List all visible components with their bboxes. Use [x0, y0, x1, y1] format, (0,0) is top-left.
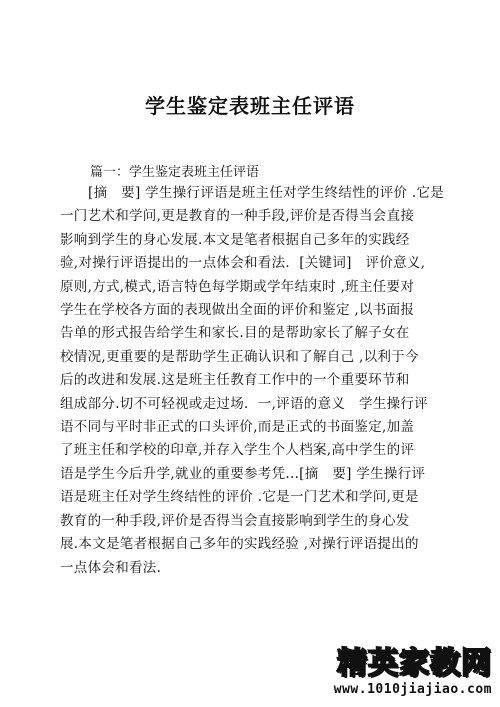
body-line: 影响到学生的身心发展.本文是笔者根据自己多年的实践经 [60, 231, 410, 248]
body-line: 组成部分.切不可轻视或走过场．一,评语的意义 学生操行评 [60, 395, 428, 412]
body-line: 语是学生今后升学,就业的重要参考凭...[摘 要] 学生操行评 [60, 465, 426, 482]
document-body [60, 182, 445, 580]
body-line: [摘 要] 学生操行评语是班主任对学生终结性的评价 .它是 [88, 185, 445, 201]
body-line: 后的改进和发展.这是班主任教育工作中的一个重要环节和 [60, 372, 410, 389]
body-line: 语不同与平时非正式的口头评价,而是正式的书面鉴定,加盖 [60, 419, 415, 436]
body-line: 了班主任和学校的印章,并存入学生个人档案,高中学生的评 [60, 442, 415, 459]
body-line: 一点体会和看法. [60, 559, 162, 576]
body-line: 告单的形式报告给学生和家长.目的是帮助家长了解子女在 [60, 325, 410, 342]
body-line: 原则,方式,模式,语言特色每学期或学年结束时 ,班主任要对 [60, 278, 415, 295]
body-line: 教育的一种手段,评价是否得当会直接影响到学生的身心发 [60, 512, 410, 529]
section-heading: 篇一：学生鉴定表班主任评语 [90, 165, 260, 180]
watermark-brand: 精英家教网 [337, 646, 492, 681]
body-line: 校情况,更重要的是帮助学生正确认识和了解自己 ,以利于今 [60, 348, 419, 365]
body-line: 展.本文是笔者根据自己多年的实践经验 ,对操行评语提出的 [60, 536, 419, 553]
body-line: 语是班主任对学生终结性的评价 .它是一门艺术和学问,更是 [60, 489, 419, 506]
document-title: 学生鉴定表班主任评语 [145, 94, 355, 118]
watermark-url: www.1010jiajiao.com [333, 682, 492, 697]
body-line: 一门艺术和学问,更是教育的一种手段,评价是否得当会直接 [60, 208, 415, 225]
body-line: 学生在学校各方面的表现做出全面的评价和鉴定 ,以书面报 [60, 302, 415, 319]
body-line: 验,对操行评语提出的一点体会和看法．[关键词] 评价意义, [60, 255, 426, 272]
watermark-logo [322, 646, 492, 697]
